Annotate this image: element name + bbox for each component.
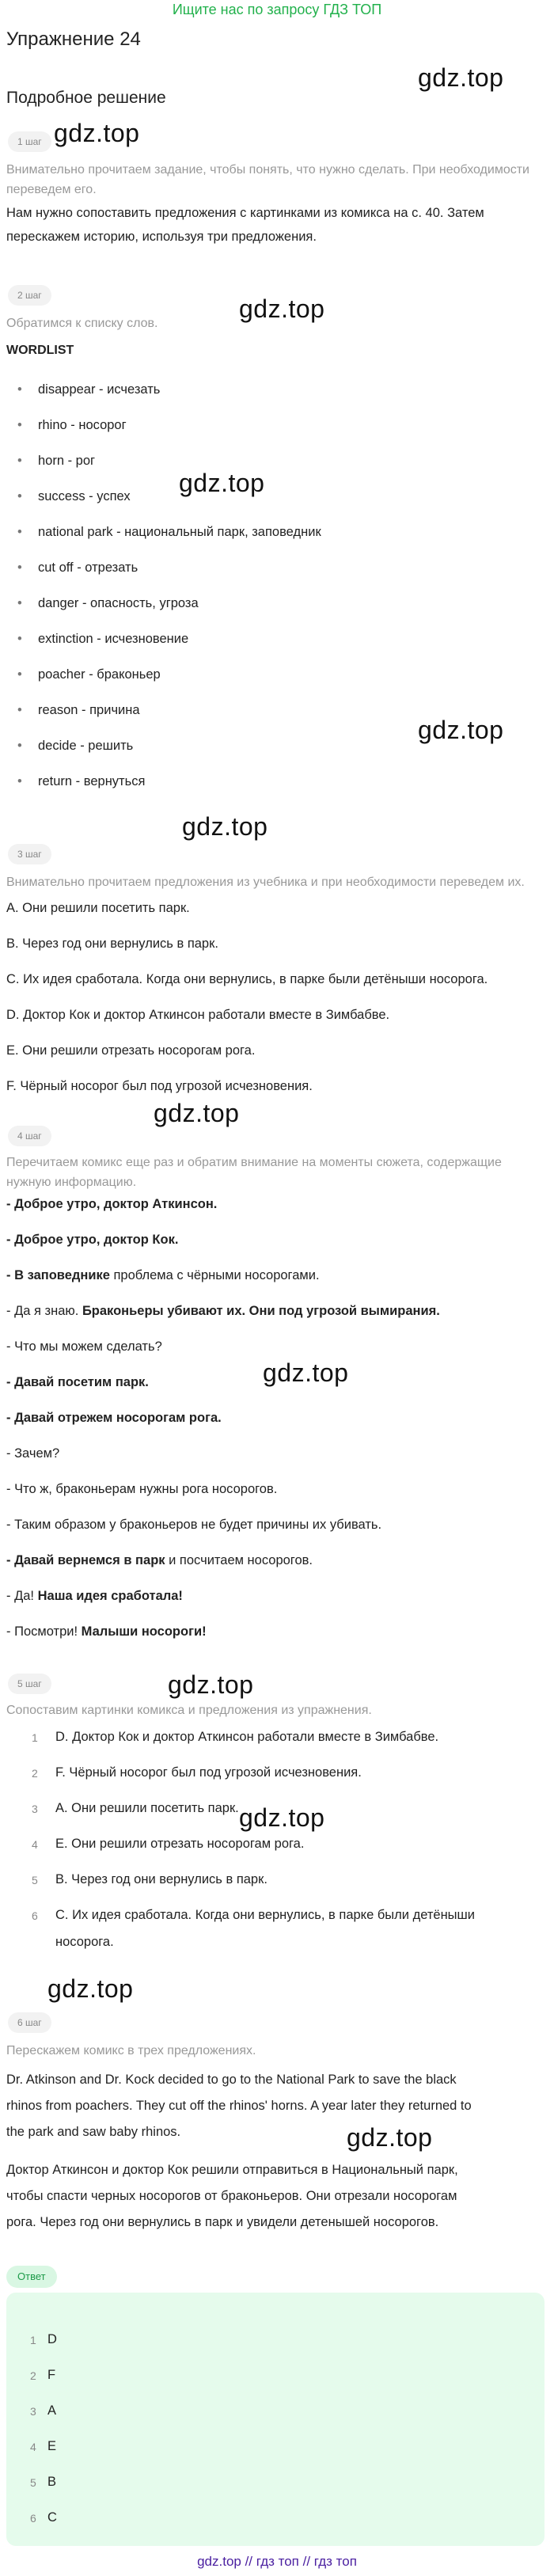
sentence: A. Они решили посетить парк. bbox=[6, 901, 190, 915]
step-note: Сопоставим картинки комикса и предложения из упражнения. bbox=[6, 1704, 372, 1717]
comic-text: - Да я знаю. bbox=[6, 1304, 82, 1318]
step-badge: 2 шаг bbox=[8, 285, 51, 306]
watermark: gdz.top bbox=[54, 119, 140, 147]
step-badge: 5 шаг bbox=[8, 1674, 51, 1694]
watermark: gdz.top bbox=[418, 716, 504, 744]
retell-ru: Доктор Аткинсон и доктор Кок решили отправиться в Национальный парк, bbox=[6, 2163, 458, 2177]
comic-text: - Да! bbox=[6, 1589, 38, 1603]
match-text: носорога. bbox=[55, 1935, 114, 1949]
word-item: • decide - решить bbox=[17, 739, 134, 753]
watermark: gdz.top bbox=[182, 812, 268, 841]
word-item: • rhino - носорог bbox=[17, 418, 127, 432]
watermark: gdz.top bbox=[418, 63, 504, 92]
search-hint-link[interactable]: Ищите нас по запросу ГДЗ ТОП bbox=[172, 2, 382, 17]
comic-line bbox=[6, 1589, 183, 1604]
comic-highlight: Малыши носороги! bbox=[81, 1624, 207, 1639]
step-badge: 3 шаг bbox=[8, 844, 51, 864]
match-number: 5 bbox=[32, 1874, 38, 1886]
answer-box bbox=[6, 2293, 545, 2546]
sentence: B. Через год они вернулись в парк. bbox=[6, 937, 218, 951]
word-item: • reason - причина bbox=[17, 703, 140, 717]
answer-badge: Ответ bbox=[6, 2266, 57, 2288]
sentence: D. Доктор Кок и доктор Аткинсон работали вместе в Зимбабве. bbox=[6, 1008, 390, 1022]
match-text: F. Чёрный носорог был под угрозой исчезновения. bbox=[55, 1765, 362, 1780]
retell-en: Dr. Atkinson and Dr. Kock decided to go to the National Park to save the black bbox=[6, 2073, 457, 2087]
watermark: gdz.top bbox=[347, 2123, 433, 2152]
watermark: gdz.top bbox=[239, 294, 325, 323]
step-text: Нам нужно сопоставить предложения с картинками из комикса на с. 40. Затем перескажем историю, используя три предложения. bbox=[6, 206, 484, 244]
comic-line bbox=[6, 1268, 320, 1283]
step-note: Внимательно прочитаем задание, чтобы понять, что нужно сделать. При необходимости переведем его. bbox=[6, 163, 529, 196]
comic-line bbox=[6, 1624, 207, 1639]
section-title: Подробное решение bbox=[6, 89, 166, 107]
retell-en: rhinos from poachers. They cut off the rhinos' horns. A year later they returned to bbox=[6, 2099, 472, 2113]
match-text: C. Их идея сработала. Когда они вернулись, в парке были детёныши bbox=[55, 1908, 475, 1922]
comic-line bbox=[6, 1304, 440, 1319]
answer-value: B bbox=[47, 2475, 57, 2489]
comic-text: проблема с чёрными носорогами. bbox=[109, 1268, 320, 1282]
word-item: • disappear - исчезать bbox=[17, 382, 161, 397]
comic-line: - Доброе утро, доктор Кок. bbox=[6, 1233, 179, 1247]
step-badge: 6 шаг bbox=[8, 2012, 51, 2033]
match-number: 2 bbox=[32, 1767, 38, 1780]
answer-value: A bbox=[47, 2403, 57, 2418]
match-text: D. Доктор Кок и доктор Аткинсон работали вместе в Зимбабве. bbox=[55, 1730, 439, 1744]
retell-ru: рога. Через год они вернулись в парк и увидели детенышей носорогов. bbox=[6, 2215, 439, 2229]
step-note: Обратимся к списку слов. bbox=[6, 317, 158, 330]
comic-line: - Таким образом у браконьеров не будет причины их убивать. bbox=[6, 1518, 382, 1532]
comic-line: - Давай отрежем носорогам рога. bbox=[6, 1411, 222, 1425]
sentence: F. Чёрный носорог был под угрозой исчезновения. bbox=[6, 1079, 313, 1093]
answer-number: 3 bbox=[30, 2405, 36, 2418]
comic-line: - Доброе утро, доктор Аткинсон. bbox=[6, 1197, 218, 1211]
comic-text: - Посмотри! bbox=[6, 1624, 82, 1639]
answer-value: F bbox=[47, 2368, 56, 2382]
match-number: 6 bbox=[32, 1909, 38, 1922]
answer-number: 1 bbox=[30, 2334, 36, 2346]
comic-line: - Что мы можем сделать? bbox=[6, 1339, 162, 1354]
watermark: gdz.top bbox=[239, 1803, 325, 1832]
match-text: E. Они решили отрезать носорогам рога. bbox=[55, 1837, 305, 1851]
page-title: Упражнение 24 bbox=[6, 28, 141, 50]
comic-line bbox=[6, 1553, 313, 1568]
answer-number: 2 bbox=[30, 2369, 36, 2382]
retell-ru: чтобы спасти черных носорогов от браконьеров. Они отрезали носорогам bbox=[6, 2189, 457, 2203]
word-item: • success - успех bbox=[17, 489, 131, 503]
step-badge: 4 шаг bbox=[8, 1126, 51, 1146]
wordlist-heading: WORDLIST bbox=[6, 344, 74, 357]
answer-number: 5 bbox=[30, 2476, 36, 2489]
comic-highlight: Наша идея сработала! bbox=[37, 1589, 183, 1603]
comic-highlight: - В заповеднике bbox=[6, 1268, 110, 1282]
comic-line: - Что ж, браконьерам нужны рога носорогов. bbox=[6, 1482, 278, 1496]
answer-number: 4 bbox=[30, 2441, 36, 2453]
watermark: gdz.top bbox=[154, 1099, 240, 1127]
comic-line: - Давай посетим парк. bbox=[6, 1375, 149, 1389]
sentence: E. Они решили отрезать носорогам рога. bbox=[6, 1043, 256, 1058]
step-badge: 1 шаг bbox=[8, 131, 51, 152]
answer-value: C bbox=[47, 2510, 57, 2525]
word-item: • cut off - отрезать bbox=[17, 560, 138, 575]
step-note: Перескажем комикс в трех предложениях. bbox=[6, 2044, 256, 2057]
step-note: Внимательно прочитаем предложения из учебника и при необходимости переведем их. bbox=[6, 876, 525, 889]
comic-highlight: - Давай вернемся в парк bbox=[6, 1553, 165, 1567]
match-text: B. Через год они вернулись в парк. bbox=[55, 1872, 268, 1886]
step-note: Перечитаем комикс еще раз и обратим внимание на моменты сюжета, содержащие нужную информацию. bbox=[6, 1156, 502, 1189]
watermark: gdz.top bbox=[263, 1358, 349, 1387]
word-item: • return - вернуться bbox=[17, 774, 146, 788]
watermark: gdz.top bbox=[168, 1670, 254, 1699]
retell-en: the park and saw baby rhinos. bbox=[6, 2125, 181, 2139]
answer-number: 6 bbox=[30, 2512, 36, 2525]
sentence: C. Их идея сработала. Когда они вернулись, в парке были детёныши носорога. bbox=[6, 972, 488, 986]
word-item: • national park - национальный парк, заповедник bbox=[17, 525, 321, 539]
word-item: • poacher - браконьер bbox=[17, 667, 161, 682]
word-item: • extinction - исчезновение bbox=[17, 632, 189, 646]
word-item: • horn - рог bbox=[17, 454, 96, 468]
comic-text: и посчитаем носорогов. bbox=[165, 1553, 313, 1567]
match-number: 4 bbox=[32, 1838, 38, 1851]
match-number: 1 bbox=[32, 1731, 38, 1744]
comic-line: - Зачем? bbox=[6, 1446, 60, 1461]
answer-value: E bbox=[47, 2439, 57, 2453]
answer-value: D bbox=[47, 2332, 57, 2346]
match-number: 3 bbox=[32, 1803, 38, 1815]
word-item: • danger - опасность, угроза bbox=[17, 596, 199, 610]
footer-links[interactable]: gdz.top // гдз топ // гдз топ bbox=[197, 2554, 357, 2569]
comic-highlight: Браконьеры убивают их. Они под угрозой вымирания. bbox=[82, 1304, 440, 1318]
watermark: gdz.top bbox=[47, 1974, 134, 2003]
match-text: A. Они решили посетить парк. bbox=[55, 1801, 239, 1815]
watermark: gdz.top bbox=[179, 469, 265, 497]
